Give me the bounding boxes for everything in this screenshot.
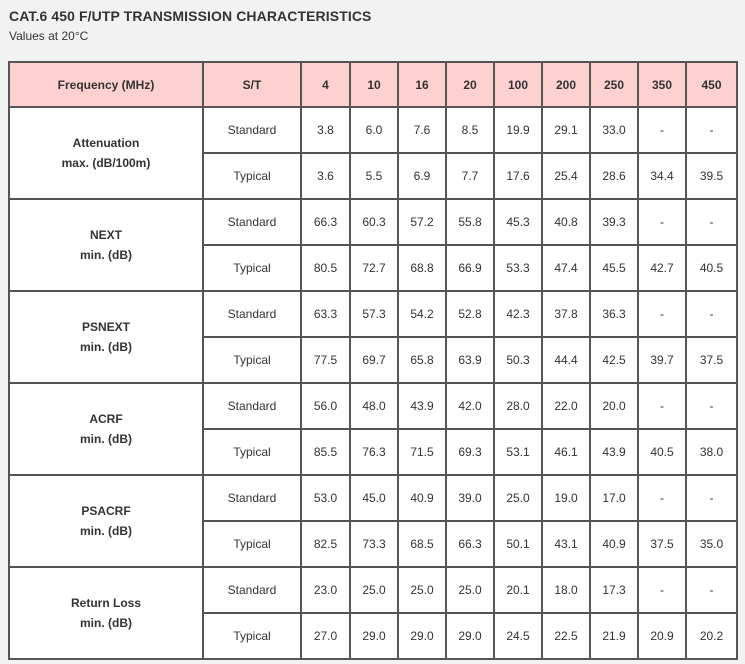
value-cell: 44.4 [542,337,590,383]
table-header [9,62,737,107]
parameter-name: PSACRF [81,504,131,518]
value-cell: 42.0 [446,383,494,429]
value-cell: - [638,383,686,429]
value-cell: 34.4 [638,153,686,199]
value-cell: 66.9 [446,245,494,291]
value-cell: 3.6 [301,153,350,199]
value-cell: - [686,383,737,429]
parameter-cell [9,199,203,291]
value-cell: 43.1 [542,521,590,567]
value-cell: 42.5 [590,337,638,383]
value-cell: 7.7 [446,153,494,199]
value-cell: 33.0 [590,107,638,153]
parameter-cell [9,291,203,383]
parameter-unit: min. (dB) [80,432,132,446]
value-cell: 19.0 [542,475,590,521]
value-cell: 20.2 [686,613,737,659]
row-type-cell: Standard [203,291,301,337]
header-freq-350: 350 [638,62,686,107]
value-cell: 21.9 [590,613,638,659]
value-cell: 35.0 [686,521,737,567]
value-cell: 45.3 [494,199,542,245]
header-freq-200: 200 [542,62,590,107]
value-cell: 72.7 [350,245,398,291]
value-cell: 68.8 [398,245,446,291]
table-row [9,291,737,337]
value-cell: 25.0 [446,567,494,613]
parameter-unit: min. (dB) [80,248,132,262]
value-cell: 19.9 [494,107,542,153]
row-type-cell: Standard [203,475,301,521]
value-cell: 66.3 [301,199,350,245]
value-cell: 27.0 [301,613,350,659]
value-cell: 42.3 [494,291,542,337]
value-cell: 37.5 [638,521,686,567]
value-cell: 25.4 [542,153,590,199]
value-cell: 25.0 [494,475,542,521]
parameter-cell [9,567,203,659]
value-cell: 69.3 [446,429,494,475]
value-cell: 53.1 [494,429,542,475]
value-cell: 73.3 [350,521,398,567]
header-freq-10: 10 [350,62,398,107]
header-freq-16: 16 [398,62,446,107]
value-cell: 71.5 [398,429,446,475]
value-cell: 20.0 [590,383,638,429]
value-cell: - [686,291,737,337]
row-type-cell: Standard [203,567,301,613]
value-cell: 54.2 [398,291,446,337]
value-cell: 46.1 [542,429,590,475]
value-cell: 6.0 [350,107,398,153]
value-cell: 7.6 [398,107,446,153]
value-cell: 77.5 [301,337,350,383]
parameter-unit: min. (dB) [80,340,132,354]
value-cell: 57.3 [350,291,398,337]
parameter-unit: min. (dB) [80,616,132,630]
row-type-cell: Typical [203,521,301,567]
value-cell: - [638,567,686,613]
value-cell: 65.8 [398,337,446,383]
value-cell: 85.5 [301,429,350,475]
characteristics-table [8,61,738,660]
value-cell: 50.3 [494,337,542,383]
value-cell: 69.7 [350,337,398,383]
parameter-name: PSNEXT [81,320,130,334]
row-type-cell: Typical [203,613,301,659]
value-cell: 40.9 [590,521,638,567]
header-freq-4: 4 [301,62,350,107]
value-cell: 20.9 [638,613,686,659]
value-cell: 8.5 [446,107,494,153]
parameter-name: ACRF [89,412,123,426]
header-freq-100: 100 [494,62,542,107]
value-cell: 57.2 [398,199,446,245]
table-body [9,107,737,659]
table-row [9,475,737,521]
value-cell: 45.0 [350,475,398,521]
value-cell: 40.8 [542,199,590,245]
value-cell: 48.0 [350,383,398,429]
value-cell: 39.7 [638,337,686,383]
value-cell: 40.5 [638,429,686,475]
value-cell: 40.5 [686,245,737,291]
value-cell: 47.4 [542,245,590,291]
value-cell: 25.0 [398,567,446,613]
value-cell: 53.3 [494,245,542,291]
parameter-cell [9,475,203,567]
row-type-cell: Typical [203,337,301,383]
value-cell: - [638,291,686,337]
value-cell: 28.0 [494,383,542,429]
value-cell: 6.9 [398,153,446,199]
value-cell: 37.5 [686,337,737,383]
header-st: S/T [203,62,301,107]
value-cell: 42.7 [638,245,686,291]
parameter-cell [9,383,203,475]
value-cell: 53.0 [301,475,350,521]
value-cell: 5.5 [350,153,398,199]
value-cell: 66.3 [446,521,494,567]
value-cell: - [686,199,737,245]
value-cell: 43.9 [590,429,638,475]
value-cell: 22.0 [542,383,590,429]
row-type-cell: Standard [203,383,301,429]
value-cell: - [638,107,686,153]
value-cell: 38.0 [686,429,737,475]
table-row [9,107,737,153]
table-row [9,383,737,429]
value-cell: 63.9 [446,337,494,383]
parameter-name: NEXT [89,228,122,242]
parameter-unit: min. (dB) [80,524,132,538]
value-cell: 68.5 [398,521,446,567]
value-cell: 23.0 [301,567,350,613]
value-cell: - [638,475,686,521]
value-cell: - [686,107,737,153]
value-cell: 82.5 [301,521,350,567]
value-cell: 20.1 [494,567,542,613]
header-freq-250: 250 [590,62,638,107]
table-row [9,199,737,245]
header-freq-20: 20 [446,62,494,107]
value-cell: 80.5 [301,245,350,291]
value-cell: 17.6 [494,153,542,199]
value-cell: 45.5 [590,245,638,291]
value-cell: 55.8 [446,199,494,245]
page-title: CAT.6 450 F/UTP TRANSMISSION CHARACTERISTICS [9,8,372,24]
parameter-name: Attenuation [72,136,140,150]
value-cell: 40.9 [398,475,446,521]
value-cell: 43.9 [398,383,446,429]
value-cell: 39.5 [686,153,737,199]
header-frequency: Frequency (MHz) [9,62,203,107]
value-cell: 29.0 [398,613,446,659]
row-type-cell: Standard [203,199,301,245]
value-cell: 24.5 [494,613,542,659]
row-type-cell: Standard [203,107,301,153]
value-cell: 52.8 [446,291,494,337]
value-cell: - [686,567,737,613]
value-cell: 29.0 [350,613,398,659]
header-row [9,62,737,107]
value-cell: 18.0 [542,567,590,613]
value-cell: 63.3 [301,291,350,337]
value-cell: 37.8 [542,291,590,337]
value-cell: 22.5 [542,613,590,659]
page-subtitle: Values at 20°C [9,29,89,43]
value-cell: 17.0 [590,475,638,521]
value-cell: 39.3 [590,199,638,245]
row-type-cell: Typical [203,429,301,475]
table-row [9,567,737,613]
header-freq-450: 450 [686,62,737,107]
value-cell: 39.0 [446,475,494,521]
value-cell: - [686,475,737,521]
row-type-cell: Typical [203,245,301,291]
value-cell: 25.0 [350,567,398,613]
value-cell: - [638,199,686,245]
value-cell: 17.3 [590,567,638,613]
value-cell: 29.1 [542,107,590,153]
parameter-unit: max. (dB/100m) [61,156,151,170]
parameter-cell [9,107,203,199]
value-cell: 60.3 [350,199,398,245]
row-type-cell: Typical [203,153,301,199]
parameter-name: Return Loss [70,596,141,610]
value-cell: 3.8 [301,107,350,153]
value-cell: 28.6 [590,153,638,199]
value-cell: 56.0 [301,383,350,429]
value-cell: 50.1 [494,521,542,567]
value-cell: 76.3 [350,429,398,475]
value-cell: 36.3 [590,291,638,337]
value-cell: 29.0 [446,613,494,659]
